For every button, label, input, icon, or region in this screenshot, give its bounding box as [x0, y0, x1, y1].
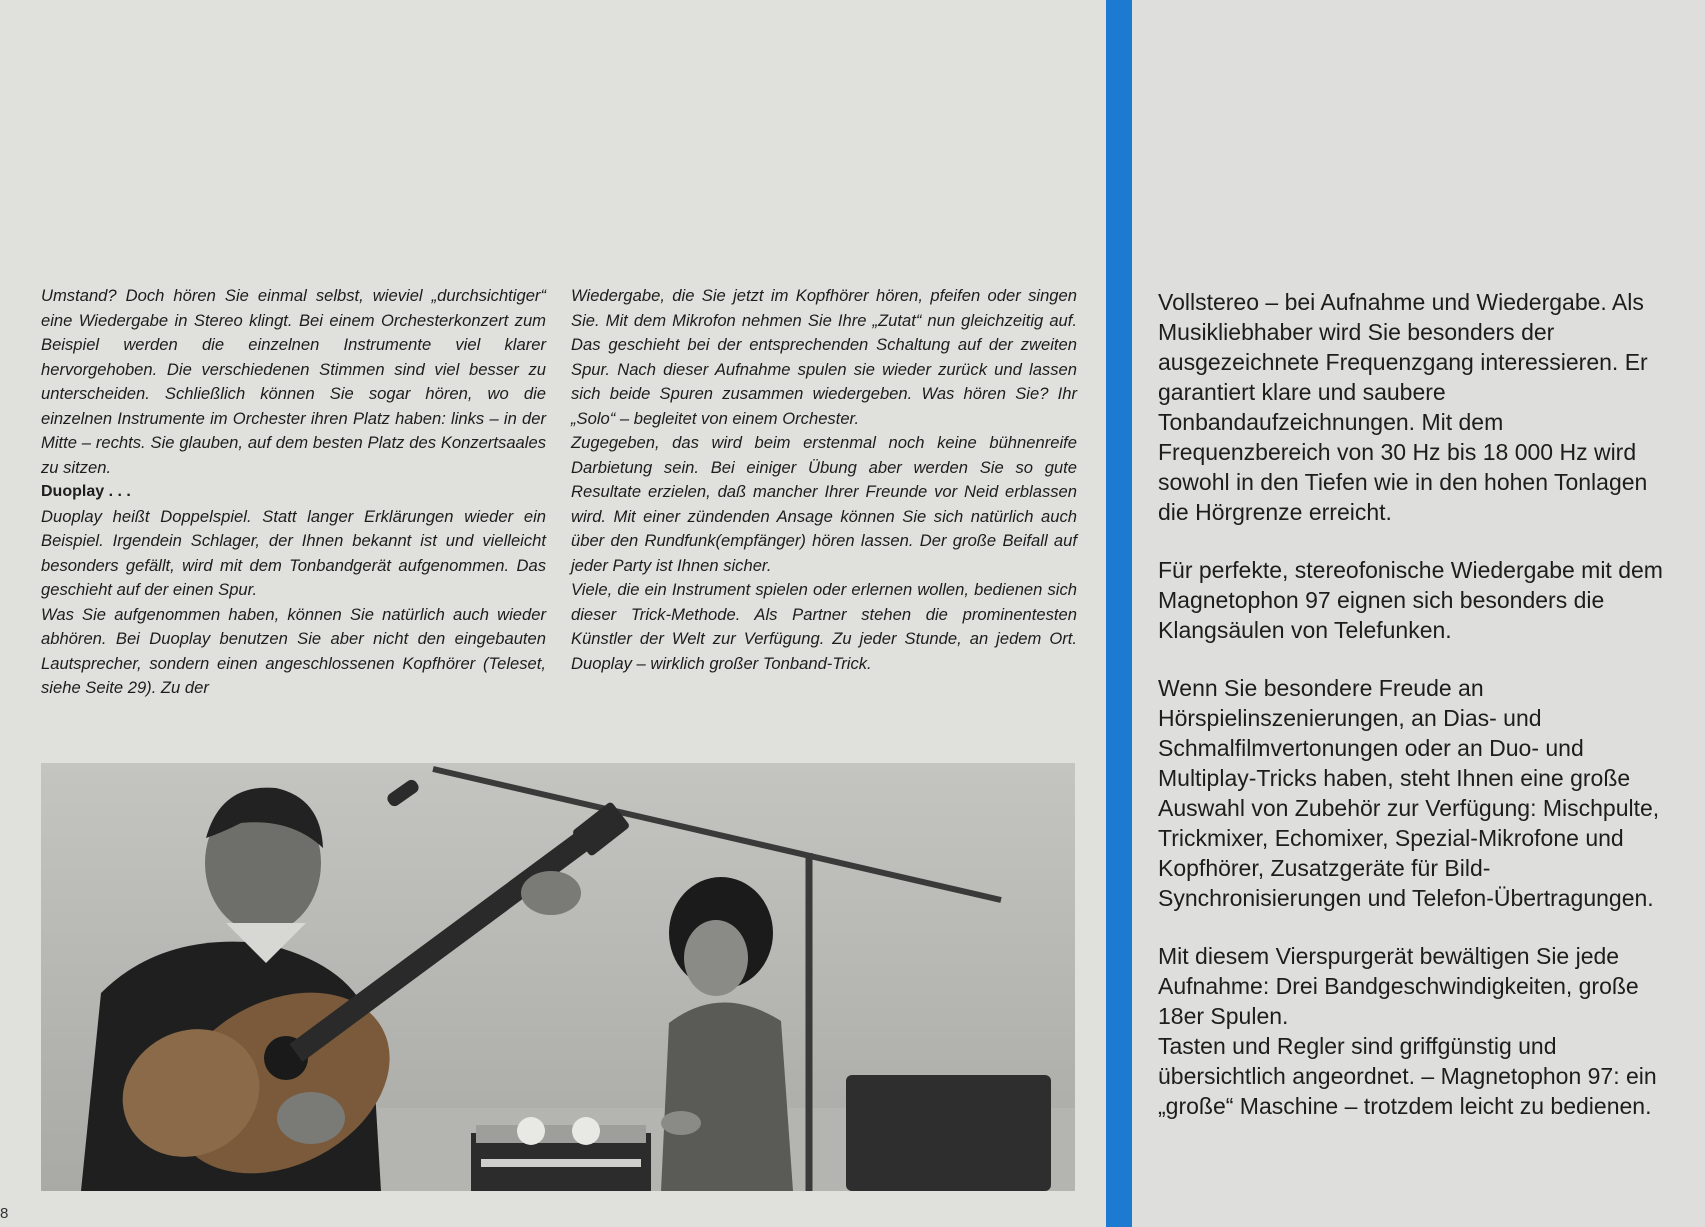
- duoplay-heading: Duoplay . . .: [41, 483, 131, 500]
- right-paragraph-4: Mit diesem Vierspurgerät bewältigen Sie jede Aufnahme: Drei Bandgeschwindigkeiten, große 18er Spulen.: [1158, 943, 1639, 1029]
- right-text-block: [1158, 287, 1668, 1121]
- column1-paragraph-3: Was Sie aufgenommen haben, können Sie natürlich auch wieder abhören. Bei Duoplay benutzen Sie aber nicht den eingebauten Lautsprecher, sondern einen angeschlossenen Kopfhörer (Teleset, siehe Seite 29). Zu der: [41, 604, 546, 697]
- column2-paragraph-3: Viele, die ein Instrument spielen oder erlernen wollen, bedienen sich dieser Trick-Methode. Als Partner stehen die prominentesten Künstler der Welt zur Verfügung. Zu jeder Stunde, an jedem Ort. Duoplay – wirklich großer Tonband-Trick.: [571, 580, 1077, 673]
- column1-paragraph-1: Umstand? Doch hören Sie einmal selbst, wieviel „durchsichtiger“ eine Wiedergabe in Stereo klingt. Bei einem Orchesterkonzert zum Beispiel werden die einzelnen Instrumente viel klarer hervorgehoben. Die verschiedenen Stimmen sind viel besser zu unterscheiden. Schließlich können Sie sogar hören, wo die einzelnen Instrumente im Orchester ihren Platz haben: links – in der Mitte – rechts. Sie glauben, auf dem besten Platz des Konzertsaales zu sitzen.: [41, 286, 546, 477]
- text-column-2: [571, 284, 1077, 676]
- right-paragraph-2: Für perfekte, stereofonische Wiedergabe mit dem Magnetophon 97 eignen sich besonders die Klangsäulen von Telefunken.: [1158, 557, 1663, 643]
- column2-paragraph-1: Wiedergabe, die Sie jetzt im Kopfhörer hören, pfeifen oder singen Sie. Mit dem Mikrofon nehmen Sie Ihre „Zutat“ nun gleichzeitig auf. Das geschieht bei der entsprechenden Schaltung auf der zweiten Spur. Nach dieser Aufnahme spulen sie wieder zurück und lassen sich beide Spuren zusammen wiedergeben. Was hören Sie? Ihr „Solo“ – begleitet von einem Orchester.: [571, 286, 1077, 428]
- photo-illustration: [41, 763, 1075, 1191]
- photo-guitarist-and-woman-with-tape-recorder: [41, 763, 1075, 1191]
- blue-divider-bar: [1106, 0, 1132, 1227]
- right-paragraph-5: Tasten und Regler sind griffgünstig und übersichtlich angeordnet. – Magnetophon 97: ein „große“ Maschine – trotzdem leicht zu bedienen.: [1158, 1033, 1657, 1119]
- text-column-1: [41, 284, 546, 701]
- page-number: 8: [0, 1205, 9, 1222]
- column1-paragraph-2: Duoplay heißt Doppelspiel. Statt langer Erklärungen wieder ein Beispiel. Irgendein Schlager, der Ihnen bekannt ist und vielleicht besonders gefällt, wird mit dem Tonbandgerät aufgenommen. Das geschieht auf der einen Spur.: [41, 506, 546, 599]
- right-paragraph-3: Wenn Sie besondere Freude an Hörspielinszenierungen, an Dias- und Schmalfilmvertonungen oder an Duo- und Multiplay-Tricks haben, steht Ihnen eine große Auswahl von Zubehör zur Verfügung: Mischpulte, Trickmixer, Echomixer, Spezial-Mikrofone und Kopfhörer, Zusatzgeräte für Bild-Synchronisierungen und Telefon-Übertragungen.: [1158, 675, 1660, 911]
- right-paragraph-1: Vollstereo – bei Aufnahme und Wiedergabe. Als Musikliebhaber wird Sie besonders der ausgezeichnete Frequenzgang interessieren. Er garantiert klare und saubere Tonbandaufzeichnungen. Mit dem Frequenzbereich von 30 Hz bis 18 000 Hz wird sowohl in den Tiefen wie in den hohen Tonlagen die Hörgrenze erreicht.: [1158, 289, 1648, 525]
- column2-paragraph-2: Zugegeben, das wird beim erstenmal noch keine bühnenreife Darbietung sein. Bei einiger Übung aber werden Sie so gute Resultate erzielen, daß mancher Ihrer Freunde vor Neid erblassen wird. Mit einer zündenden Ansage können Sie sich natürlich auch über den Rundfunk(empfänger) hören lassen. Der große Beifall auf jeder Party ist Ihnen sicher.: [571, 433, 1077, 575]
